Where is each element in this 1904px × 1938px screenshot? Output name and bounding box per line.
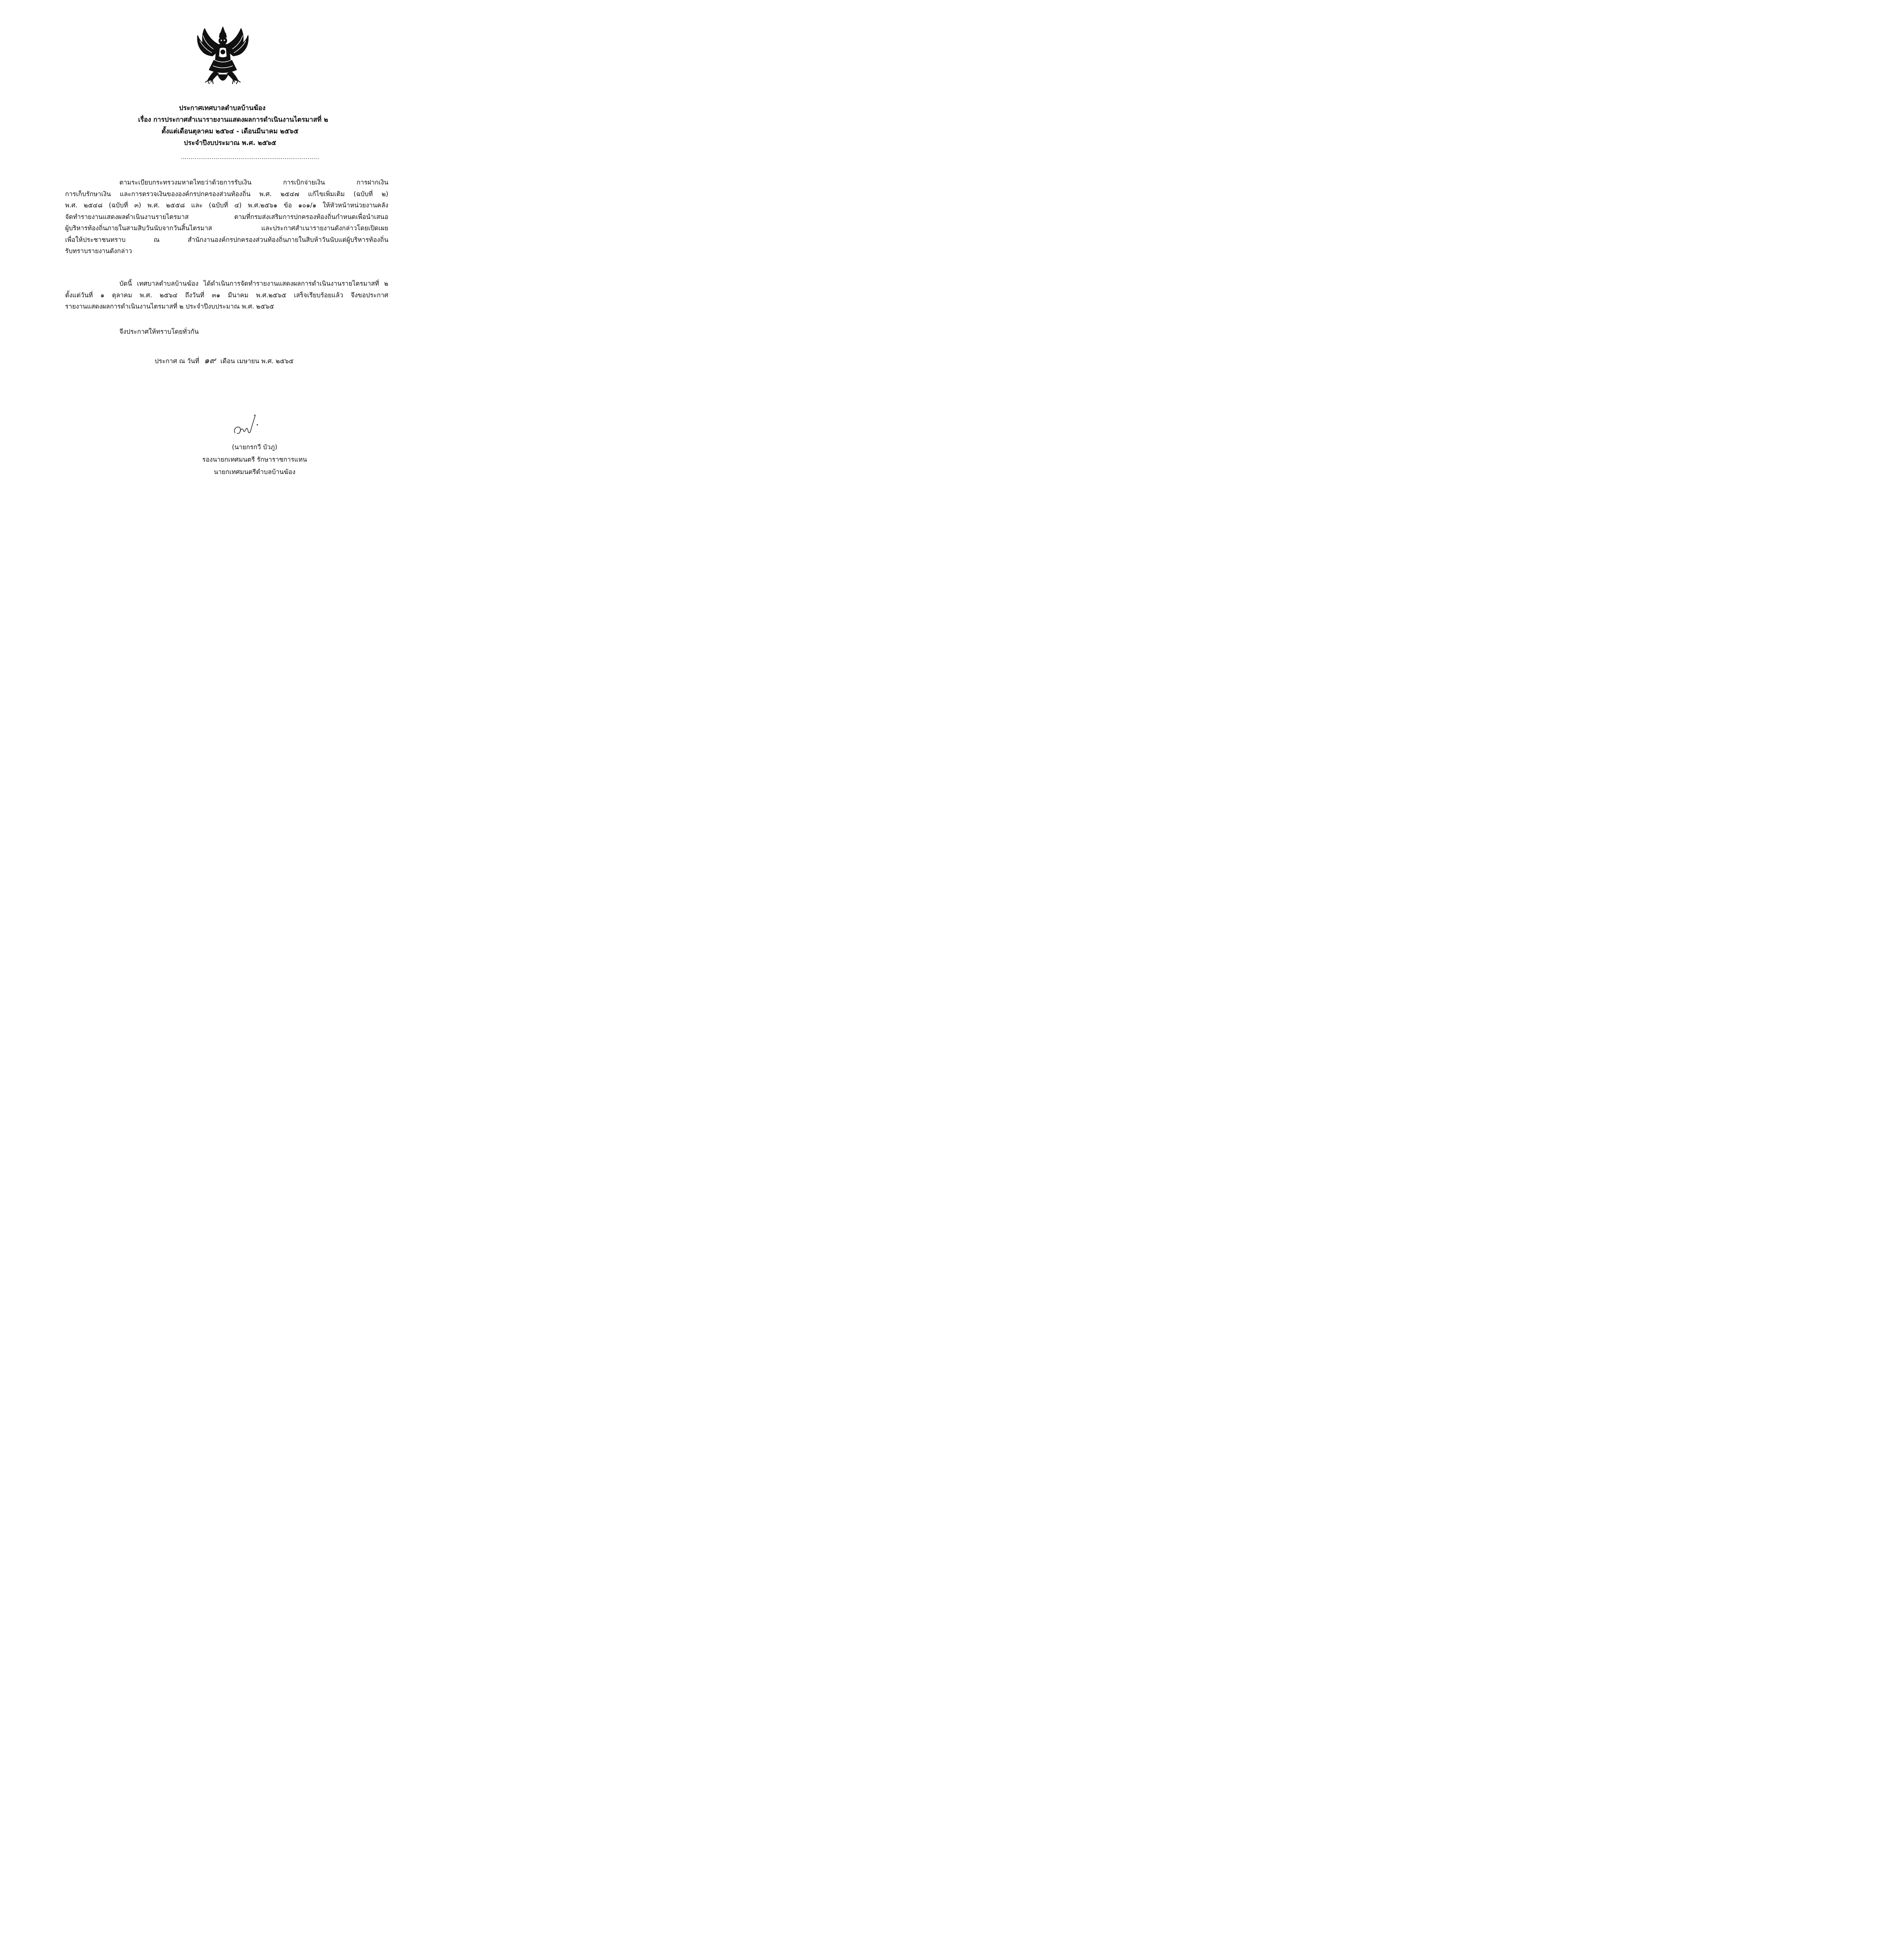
announcement-title: ประกาศเทศบาลตำบลบ้านฆ้อง: [179, 104, 266, 112]
paragraph-line: ตั้งแต่วันที่ ๑ ตุลาคม พ.ศ. ๒๕๖๔ ถึงวันที่ ๓๑ มีนาคม พ.ศ.๒๕๖๕ เสร็จเรียบร้อยแล้ว จึงขอประกาศ: [65, 291, 388, 299]
announcement-header: [0, 102, 429, 149]
date-day-handwritten: ๑๙: [204, 356, 216, 366]
garuda-emblem-icon: [194, 24, 252, 90]
paragraph-line: รายงานแสดงผลการดำเนินงานไตรมาสที่ ๒ ประจำปีงบประมาณ พ.ศ. ๒๕๖๕: [65, 303, 274, 310]
body-paragraph-1: [65, 177, 388, 257]
date-prefix: ประกาศ ณ วันที่: [155, 357, 200, 365]
signatory-office: นายกเทศมนตรีตำบลบ้านฆ้อง: [214, 468, 296, 476]
date-suffix: เดือน เมษายน พ.ศ. ๒๕๖๕: [220, 357, 294, 365]
paragraph-line: บัดนี้ เทศบาลตำบลบ้านฆ้อง ได้ดำเนินการจัดทำรายงานแสดงผลการดำเนินงานรายไตรมาสที่ ๒: [119, 280, 388, 287]
paragraph-line: พ.ศ. ๒๕๔๘ (ฉบับที่ ๓) พ.ศ. ๒๕๕๘ และ (ฉบับที่ ๔) พ.ศ.๒๕๖๑ ข้อ ๑๐๑/๑ ให้หัวหน้าหน่วยงานคลัง: [65, 202, 388, 209]
document-page: [0, 0, 429, 608]
announcement-date: [155, 353, 294, 367]
announcement-fiscal-year: ประจำปีงบประมาณ พ.ศ. ๒๕๖๕: [184, 139, 276, 147]
announcement-subject: เรื่อง การประกาศสำเนารายงานแสดงผลการดำเนินงานไตรมาสที่ ๒: [138, 116, 328, 124]
signatory-position: รองนายกเทศมนตรี รักษาราชการแทน: [202, 456, 307, 463]
header-separator: ........................................................................: [181, 154, 319, 160]
paragraph-line: จัดทำรายงานแสดงผลดำเนินงานรายไตรมาส ตามที่กรมส่งเสริมการปกครองท้องถิ่นกำหนดเพื่อนำเสนอ: [65, 213, 388, 221]
signatory-name: (นายกรกวี บัวภู): [232, 443, 277, 451]
closing-statement: จึงประกาศให้ทราบโดยทั่วกัน: [119, 328, 199, 335]
body-paragraph-2: [65, 278, 388, 312]
paragraph-line: ตามระเบียบกระทรวงมหาดไทยว่าด้วยการรับเงิน การเบิกจ่ายเงิน การฝากเงิน: [119, 179, 388, 186]
paragraph-line: รับทราบรายงานดังกล่าว: [65, 247, 132, 255]
handwritten-signature-icon: [232, 412, 263, 439]
paragraph-line: ผู้บริหารท้องถิ่นภายในสามสิบวันนับจากวันสิ้นไตรมาส และประกาศสำเนารายงานดังกล่าวโดยเปิดเผย: [65, 224, 388, 232]
announcement-period: ตั้งแต่เดือนตุลาคม ๒๕๖๔ - เดือนมีนาคม ๒๕๖๕: [161, 128, 299, 135]
paragraph-line: เพื่อให้ประชาชนทราบ ณ สำนักงานองค์กรปกครองส่วนท้องถิ่นภายในสิบห้าวันนับแต่ผู้บริหารท้องถิ่น: [65, 236, 388, 243]
paragraph-line: การเก็บรักษาเงิน และการตรวจเงินขององค์กรปกครองส่วนท้องถิ่น พ.ศ. ๒๕๔๗ แก้ไขเพิ่มเติม (ฉบับที่ ๒): [65, 190, 388, 198]
signatory-block: [186, 441, 323, 478]
